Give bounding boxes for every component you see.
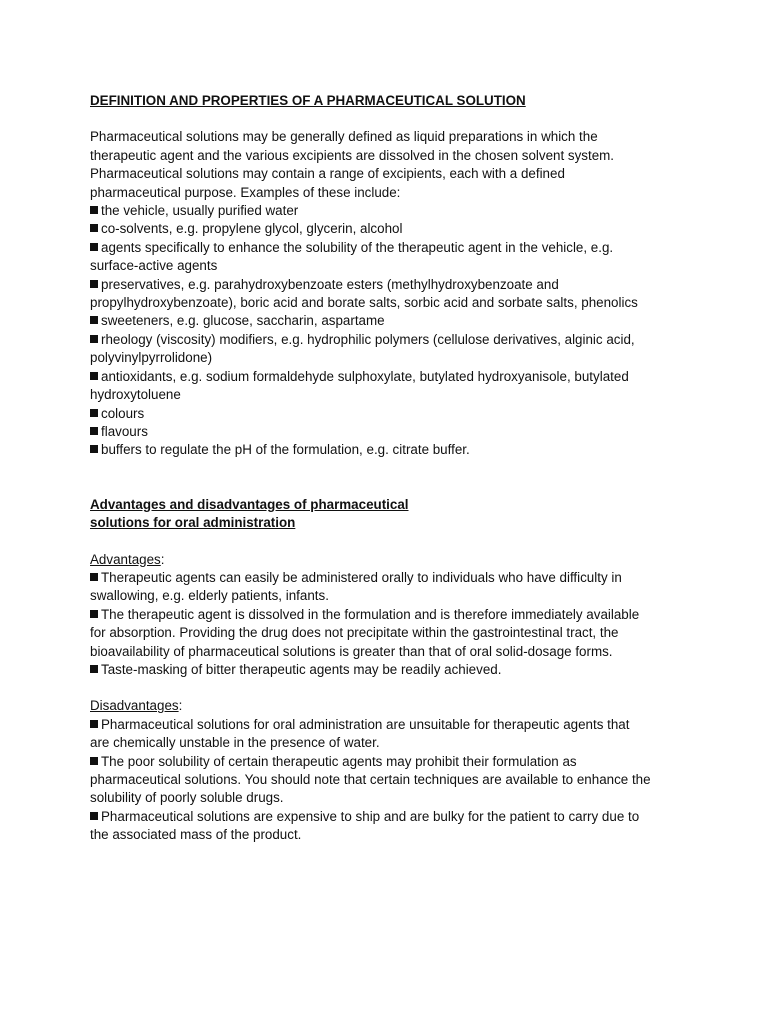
list-item-text: pharmaceutical solutions. You should note that certain techniques are available to enhance the xyxy=(90,772,651,787)
list-item-text: are chemically unstable in the presence of water. xyxy=(90,735,380,751)
list-item-text: Taste-masking of bitter therapeutic agents may be readily achieved. xyxy=(101,661,502,677)
intro-paragraph xyxy=(90,128,690,202)
square-bullet-icon xyxy=(90,206,98,214)
spacer xyxy=(90,460,690,496)
spacer xyxy=(90,679,690,697)
square-bullet-icon xyxy=(90,280,98,288)
list-item-text: surface-active agents xyxy=(90,258,218,274)
list-item-text: Therapeutic agents can easily be administered orally to individuals who have difficulty in xyxy=(101,569,622,585)
section-heading-line: solutions for oral administration xyxy=(90,515,296,531)
intro-line: therapeutic agent and the various excipients are dissolved in the chosen solvent system. xyxy=(90,147,615,163)
list-item-text: colours xyxy=(101,405,145,421)
list-item-text: Pharmaceutical solutions are expensive to ship and are bulky for the patient to carry due to xyxy=(101,808,640,824)
advantages-list-line xyxy=(90,587,690,605)
list-item-text: buffers to regulate the pH of the formulation, e.g. citrate buffer. xyxy=(101,442,470,458)
list-item-text: co-solvents, e.g. propylene glycol, glycerin, alcohol xyxy=(101,221,403,237)
square-bullet-icon xyxy=(90,243,98,251)
square-bullet-icon xyxy=(90,409,98,417)
disadvantages-list-line xyxy=(90,716,690,734)
advantages-label: Advantages xyxy=(90,551,161,567)
page-title: DEFINITION AND PROPERTIES OF A PHARMACEUTICAL SOLUTION xyxy=(90,93,526,108)
advantages-label-line: Advantages: xyxy=(90,551,165,567)
list-item-text: bioavailability of pharmaceutical solutions is greater than that of oral solid-dosage forms. xyxy=(90,643,613,659)
excipient-list-line xyxy=(90,239,690,257)
intro-line: Pharmaceutical solutions may be generally defined as liquid preparations in which the xyxy=(90,129,598,145)
excipient-list-line xyxy=(90,386,690,404)
advantages-list-line xyxy=(90,661,690,679)
square-bullet-icon xyxy=(90,812,98,820)
square-bullet-icon xyxy=(90,757,98,765)
excipient-list-line xyxy=(90,276,690,294)
document-page xyxy=(90,92,690,845)
excipient-list-line xyxy=(90,405,690,423)
disadvantages-list-line xyxy=(90,808,690,826)
excipient-list-line xyxy=(90,257,690,275)
excipient-list-line xyxy=(90,423,690,441)
advantages-list-line xyxy=(90,643,690,661)
section-heading-line: Advantages and disadvantages of pharmaceutical xyxy=(90,496,409,512)
list-item-text: agents specifically to enhance the solubility of the therapeutic agent in the vehicle, e.g. xyxy=(101,239,614,255)
list-item-text: the associated mass of the product. xyxy=(90,827,302,843)
intro-line: pharmaceutical purpose. Examples of these include: xyxy=(90,184,401,200)
disadvantages-list-line xyxy=(90,734,690,752)
list-item-text: the vehicle, usually purified water xyxy=(101,203,299,219)
excipient-list-line xyxy=(90,349,690,367)
square-bullet-icon xyxy=(90,427,98,435)
excipient-list xyxy=(90,202,690,460)
disadvantages-label-line: Disadvantages: xyxy=(90,698,183,714)
square-bullet-icon xyxy=(90,720,98,728)
list-item-text: preservatives, e.g. parahydroxybenzoate esters (methylhydroxybenzoate and xyxy=(101,276,559,292)
disadvantages-list-line xyxy=(90,826,690,844)
excipient-list-line xyxy=(90,202,690,220)
square-bullet-icon xyxy=(90,610,98,618)
square-bullet-icon xyxy=(90,665,98,673)
disadvantages-list-line xyxy=(90,789,690,807)
square-bullet-icon xyxy=(90,316,98,324)
list-item-text: swallowing, e.g. elderly patients, infants. xyxy=(90,588,329,604)
list-item-text: antioxidants, e.g. sodium formaldehyde sulphoxylate, butylated hydroxyanisole, butylated xyxy=(101,368,629,384)
list-item-text: rheology (viscosity) modifiers, e.g. hydrophilic polymers (cellulose derivatives, alginic acid, xyxy=(101,331,635,347)
disadvantages-list-line xyxy=(90,753,690,771)
square-bullet-icon xyxy=(90,573,98,581)
section-heading xyxy=(90,496,690,533)
list-item-text: hydroxytoluene xyxy=(90,387,181,403)
disadvantages-label: Disadvantages xyxy=(90,698,179,714)
excipient-list-line xyxy=(90,331,690,349)
advantages-list xyxy=(90,569,690,679)
spacer xyxy=(90,110,690,128)
list-item-text: The therapeutic agent is dissolved in the formulation and is therefore immediately available xyxy=(101,606,640,622)
square-bullet-icon xyxy=(90,335,98,343)
list-item-text: propylhydroxybenzoate), boric acid and borate salts, sorbic acid and sorbate salts, phenolics xyxy=(90,295,638,311)
list-item-text: solubility of poorly soluble drugs. xyxy=(90,790,284,806)
excipient-list-line xyxy=(90,312,690,330)
square-bullet-icon xyxy=(90,372,98,380)
disadvantages-list-line xyxy=(90,771,690,789)
list-item-text: Pharmaceutical solutions for oral administration are unsuitable for therapeutic agents that xyxy=(101,716,630,732)
list-item-text: The poor solubility of certain therapeutic agents may prohibit their formulation as xyxy=(101,753,577,769)
list-item-text: polyvinylpyrrolidone) xyxy=(90,350,213,366)
excipient-list-line xyxy=(90,220,690,238)
square-bullet-icon xyxy=(90,224,98,232)
disadvantages-list xyxy=(90,716,690,845)
advantages-list-line xyxy=(90,569,690,587)
excipient-list-line xyxy=(90,441,690,459)
square-bullet-icon xyxy=(90,445,98,453)
advantages-list-line xyxy=(90,606,690,624)
intro-line: Pharmaceutical solutions may contain a range of excipients, each with a defined xyxy=(90,166,565,182)
list-item-text: for absorption. Providing the drug does not precipitate within the gastrointestinal tract, the xyxy=(90,625,619,641)
excipient-list-line xyxy=(90,368,690,386)
list-item-text: sweeteners, e.g. glucose, saccharin, aspartame xyxy=(101,313,385,329)
spacer xyxy=(90,533,690,551)
excipient-list-line xyxy=(90,294,690,312)
list-item-text: flavours xyxy=(101,423,148,439)
advantages-list-line xyxy=(90,624,690,642)
